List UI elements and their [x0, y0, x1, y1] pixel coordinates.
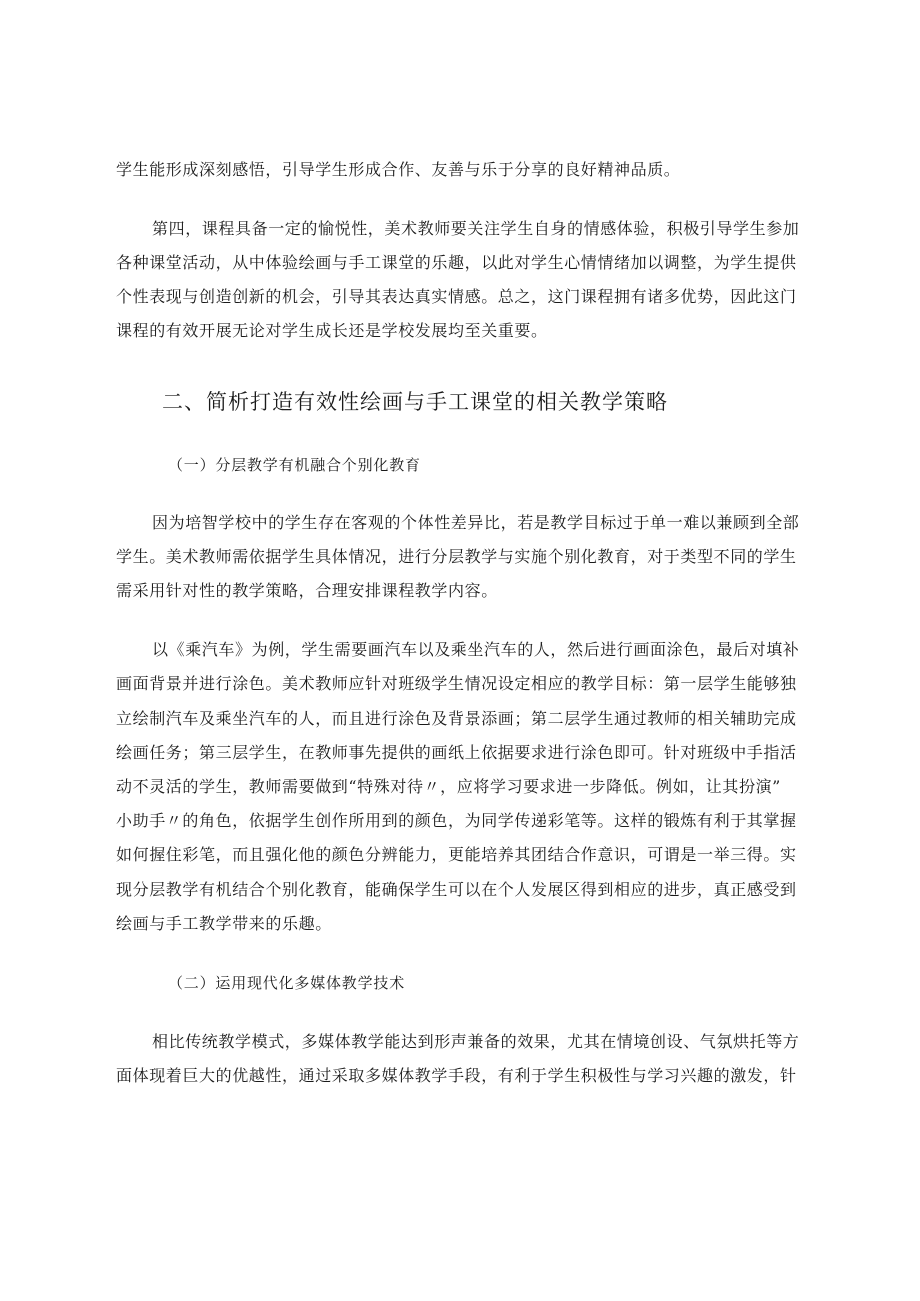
text-line: 立绘制汽车及乘坐汽车的人，而且进行涂色及背景添画；第二层学生通过教师的相关辅助完成 [116, 709, 797, 728]
text-line: 学生能形成深刻感悟，引导学生形成合作、友善与乐于分享的良好精神品质。 [116, 160, 681, 179]
text-line: 绘画任务；第三层学生，在教师事先提供的画纸上依据要求进行涂色即可。针对班级中手指活 [116, 743, 797, 762]
text-line: 如何握住彩笔，而且强化他的颜色分辨能力，更能培养其团结合作意识，可谓是一举三得。实 [116, 845, 797, 864]
text-line: 因为培智学校中的学生存在客观的个体性差异比，若是教学目标过于单一难以兼顾到全部 [152, 513, 800, 532]
section-heading: 二、简析打造有效性绘画与手工课堂的相关教学策略 [162, 390, 668, 414]
subsection-heading: （一）分层教学有机融合个别化教育 [168, 456, 421, 474]
text-line: 个性表现与创造创新的机会，引导其表达真实情感。总之，这门课程拥有诸多优势，因此这门 [116, 287, 797, 306]
text-line: 以《乘汽车》为例，学生需要画汽车以及乘坐汽车的人，然后进行画面涂色，最后对填补 [152, 640, 800, 659]
text-line: 各种课堂活动，从中体验绘画与手工课堂的乐趣，以此对学生心情情绪加以调整，为学生提供 [116, 253, 797, 272]
subsection-heading: （二）运用现代化多媒体教学技术 [168, 974, 406, 992]
text-line: 绘画与手工教学带来的乐趣。 [116, 914, 332, 933]
text-line: 小助手〃的角色，依据学生创作所用到的颜色，为同学传递彩笔等。这样的锻炼有利于其掌握 [116, 811, 797, 830]
text-line: 面体现着巨大的优越性，通过采取多媒体教学手段，有利于学生积极性与学习兴趣的激发，针 [116, 1066, 797, 1085]
text-line: 相比传统教学模式，多媒体教学能达到形声兼备的效果，尤其在情境创设、气氛烘托等方 [152, 1032, 800, 1051]
text-line: 动不灵活的学生，教师需要做到“特殊对待〃，应将学习要求进一步降低。例如，让其扮演” [116, 777, 781, 796]
text-line: 画面背景并进行涂色。美术教师应针对班级学生情况设定相应的教学目标：第一层学生能够独 [116, 674, 797, 693]
text-line: 现分层教学有机结合个别化教育，能确保学生可以在个人发展区得到相应的进步，真正感受到 [116, 880, 797, 899]
text-line: 课程的有效开展无论对学生成长还是学校发展均至关重要。 [116, 321, 548, 340]
text-line: 需采用针对性的教学策略，合理安排课程教学内容。 [116, 581, 498, 600]
text-line: 学生。美术教师需依据学生具体情况，进行分层教学与实施个别化教育，对于类型不同的学生 [116, 547, 797, 566]
text-line: 第四，课程具备一定的愉悦性，美术教师要关注学生自身的情感体验，积极引导学生参加 [152, 219, 800, 238]
